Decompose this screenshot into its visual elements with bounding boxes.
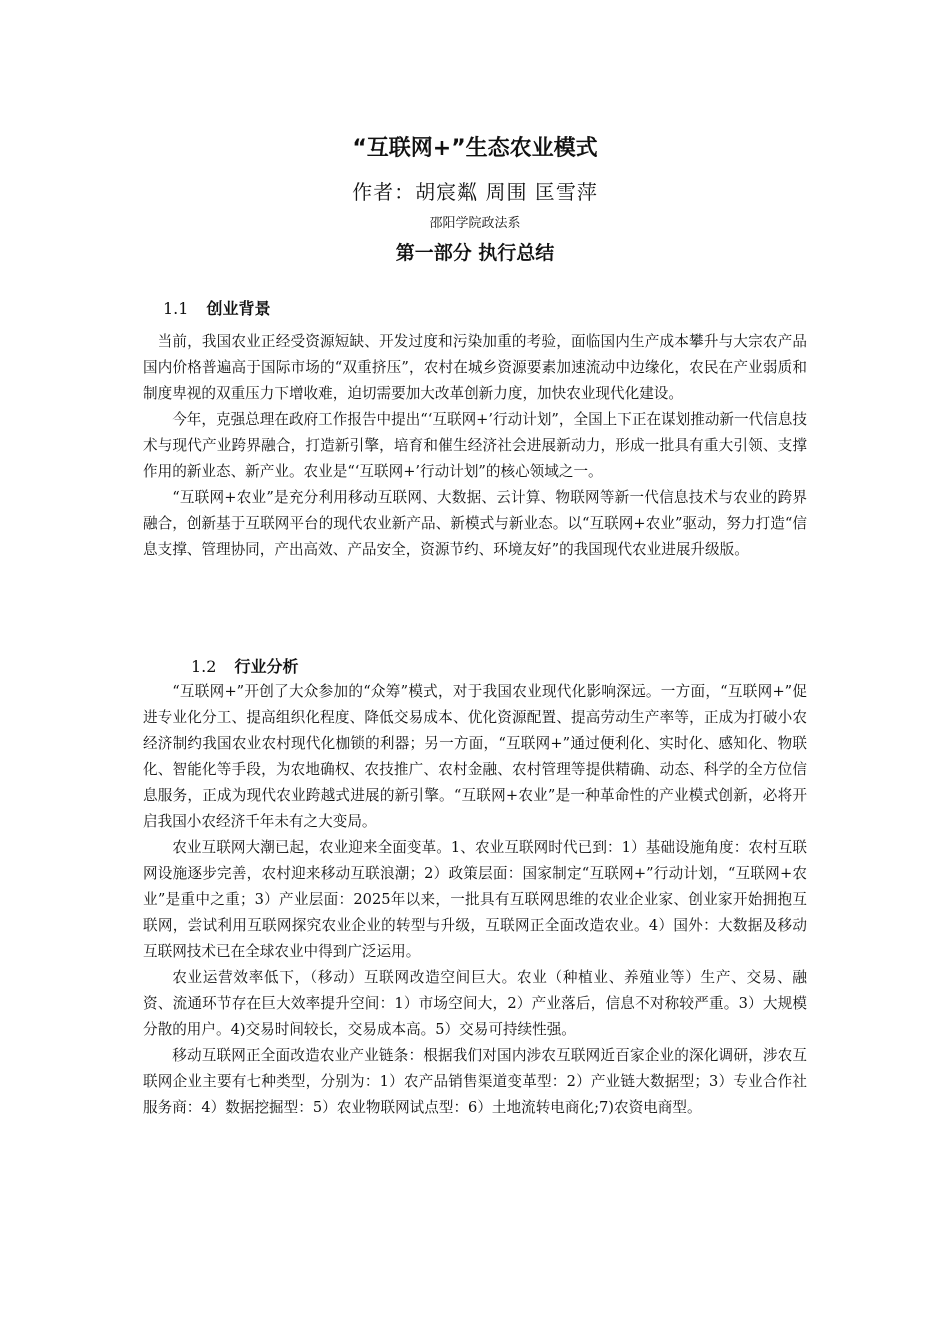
section-heading-1-2 — [191, 655, 298, 679]
paragraph: 当前，我国农业正经受资源短缺、开发过度和污染加重的考验，面临国内生产成本攀升与大宗农产品国内价格普遍高于国际市场的“双重挤压”，农村在城乡资源要素加速流动中边缘化，农民在产业弱质和制度卑视的双重压力下增收难，迫切需要加大改革创新力度，加快农业现代化建设。 — [143, 333, 807, 402]
paragraph: 农业运营效率低下，（移动）互联网改造空间巨大。农业（种植业、养殖业等）生产、交易、融资、流通环节存在巨大效率提升空间：1）市场空间大，2）产业落后，信息不对称较严重。3）大规模分散的用户。4)交易时间较长，交易成本高。5）交易可持续性强。 — [143, 969, 807, 1038]
section-body-1-1 — [143, 329, 807, 563]
section-number: 1.1 — [163, 299, 189, 318]
section-title: 行业分析 — [234, 657, 299, 676]
section-number: 1.2 — [191, 657, 217, 676]
document-affiliation: 邵阳学院政法系 — [429, 216, 521, 231]
section-title: 创业背景 — [206, 299, 271, 318]
section-body-1-2 — [143, 679, 807, 1121]
paragraph: 农业互联网大潮已起，农业迎来全面变革。1、农业互联网时代已到：1）基础设施角度：农村互联网设施逐步完善，农村迎来移动互联浪潮；2）政策层面：国家制定“互联网+”行动计划，“互联网+农业”是重中之重；3）产业层面：2025年以来，一批具有互联网思维的农业企业家、创业家开始拥抱互联网，尝试利用互联网探究农业企业的转型与升级，互联网正全面改造农业。4）国外：大数据及移动互联网技术已在全球农业中得到广泛运用。 — [143, 839, 807, 960]
section-heading-1-1 — [163, 297, 270, 321]
document-authors: 作者：胡宸粼 周围 匡雪萍 — [352, 180, 598, 204]
paragraph: 移动互联网正全面改造农业产业链条：根据我们对国内涉农互联网近百家企业的深化调研，涉农互联网企业主要有七种类型，分别为：1）农产品销售渠道变革型：2）产业链大数据型；3）专业合作社服务商：4）数据挖掘型：5）农业物联网试点型：6）土地流转电商化;7)农资电商型。 — [143, 1047, 807, 1116]
paragraph: “互联网+农业”是充分利用移动互联网、大数据、云计算、物联网等新一代信息技术与农业的跨界融合，创新基于互联网平台的现代农业新产品、新模式与新业态。以“互联网+农业”驱动，努力打造“信息支撑、管理协同，产出高效、产品安全，资源节约、环境友好”的我国现代农业进展升级版。 — [143, 489, 807, 558]
paragraph: “互联网+”开创了大众参加的“众筹”模式，对于我国农业现代化影响深远。一方面，“互联网+”促进专业化分工、提高组织化程度、降低交易成本、优化资源配置、提高劳动生产率等，正成为打破小农经济制约我国农业农村现代化枷锁的利器；另一方面，“互联网+”通过便利化、实时化、感知化、物联化、智能化等手段，为农地确权、农技推广、农村金融、农村管理等提供精确、动态、科学的全方位信息服务，正成为现代农业跨越式进展的新引擎。“互联网+农业”是一种革命性的产业模式创新，必将开启我国小农经济千年未有之大变局。 — [143, 683, 807, 830]
part-heading: 第一部分 执行总结 — [395, 242, 555, 264]
paragraph: 今年，克强总理在政府工作报告中提出“‘互联网+’行动计划”，全国上下正在谋划推动新一代信息技术与现代产业跨界融合，打造新引擎，培育和催生经济社会进展新动力，形成一批具有重大引领、支撑作用的新业态、新产业。农业是“‘互联网+’行动计划”的核心领域之一。 — [143, 411, 807, 480]
document-title: “互联网+”生态农业模式 — [352, 136, 598, 161]
